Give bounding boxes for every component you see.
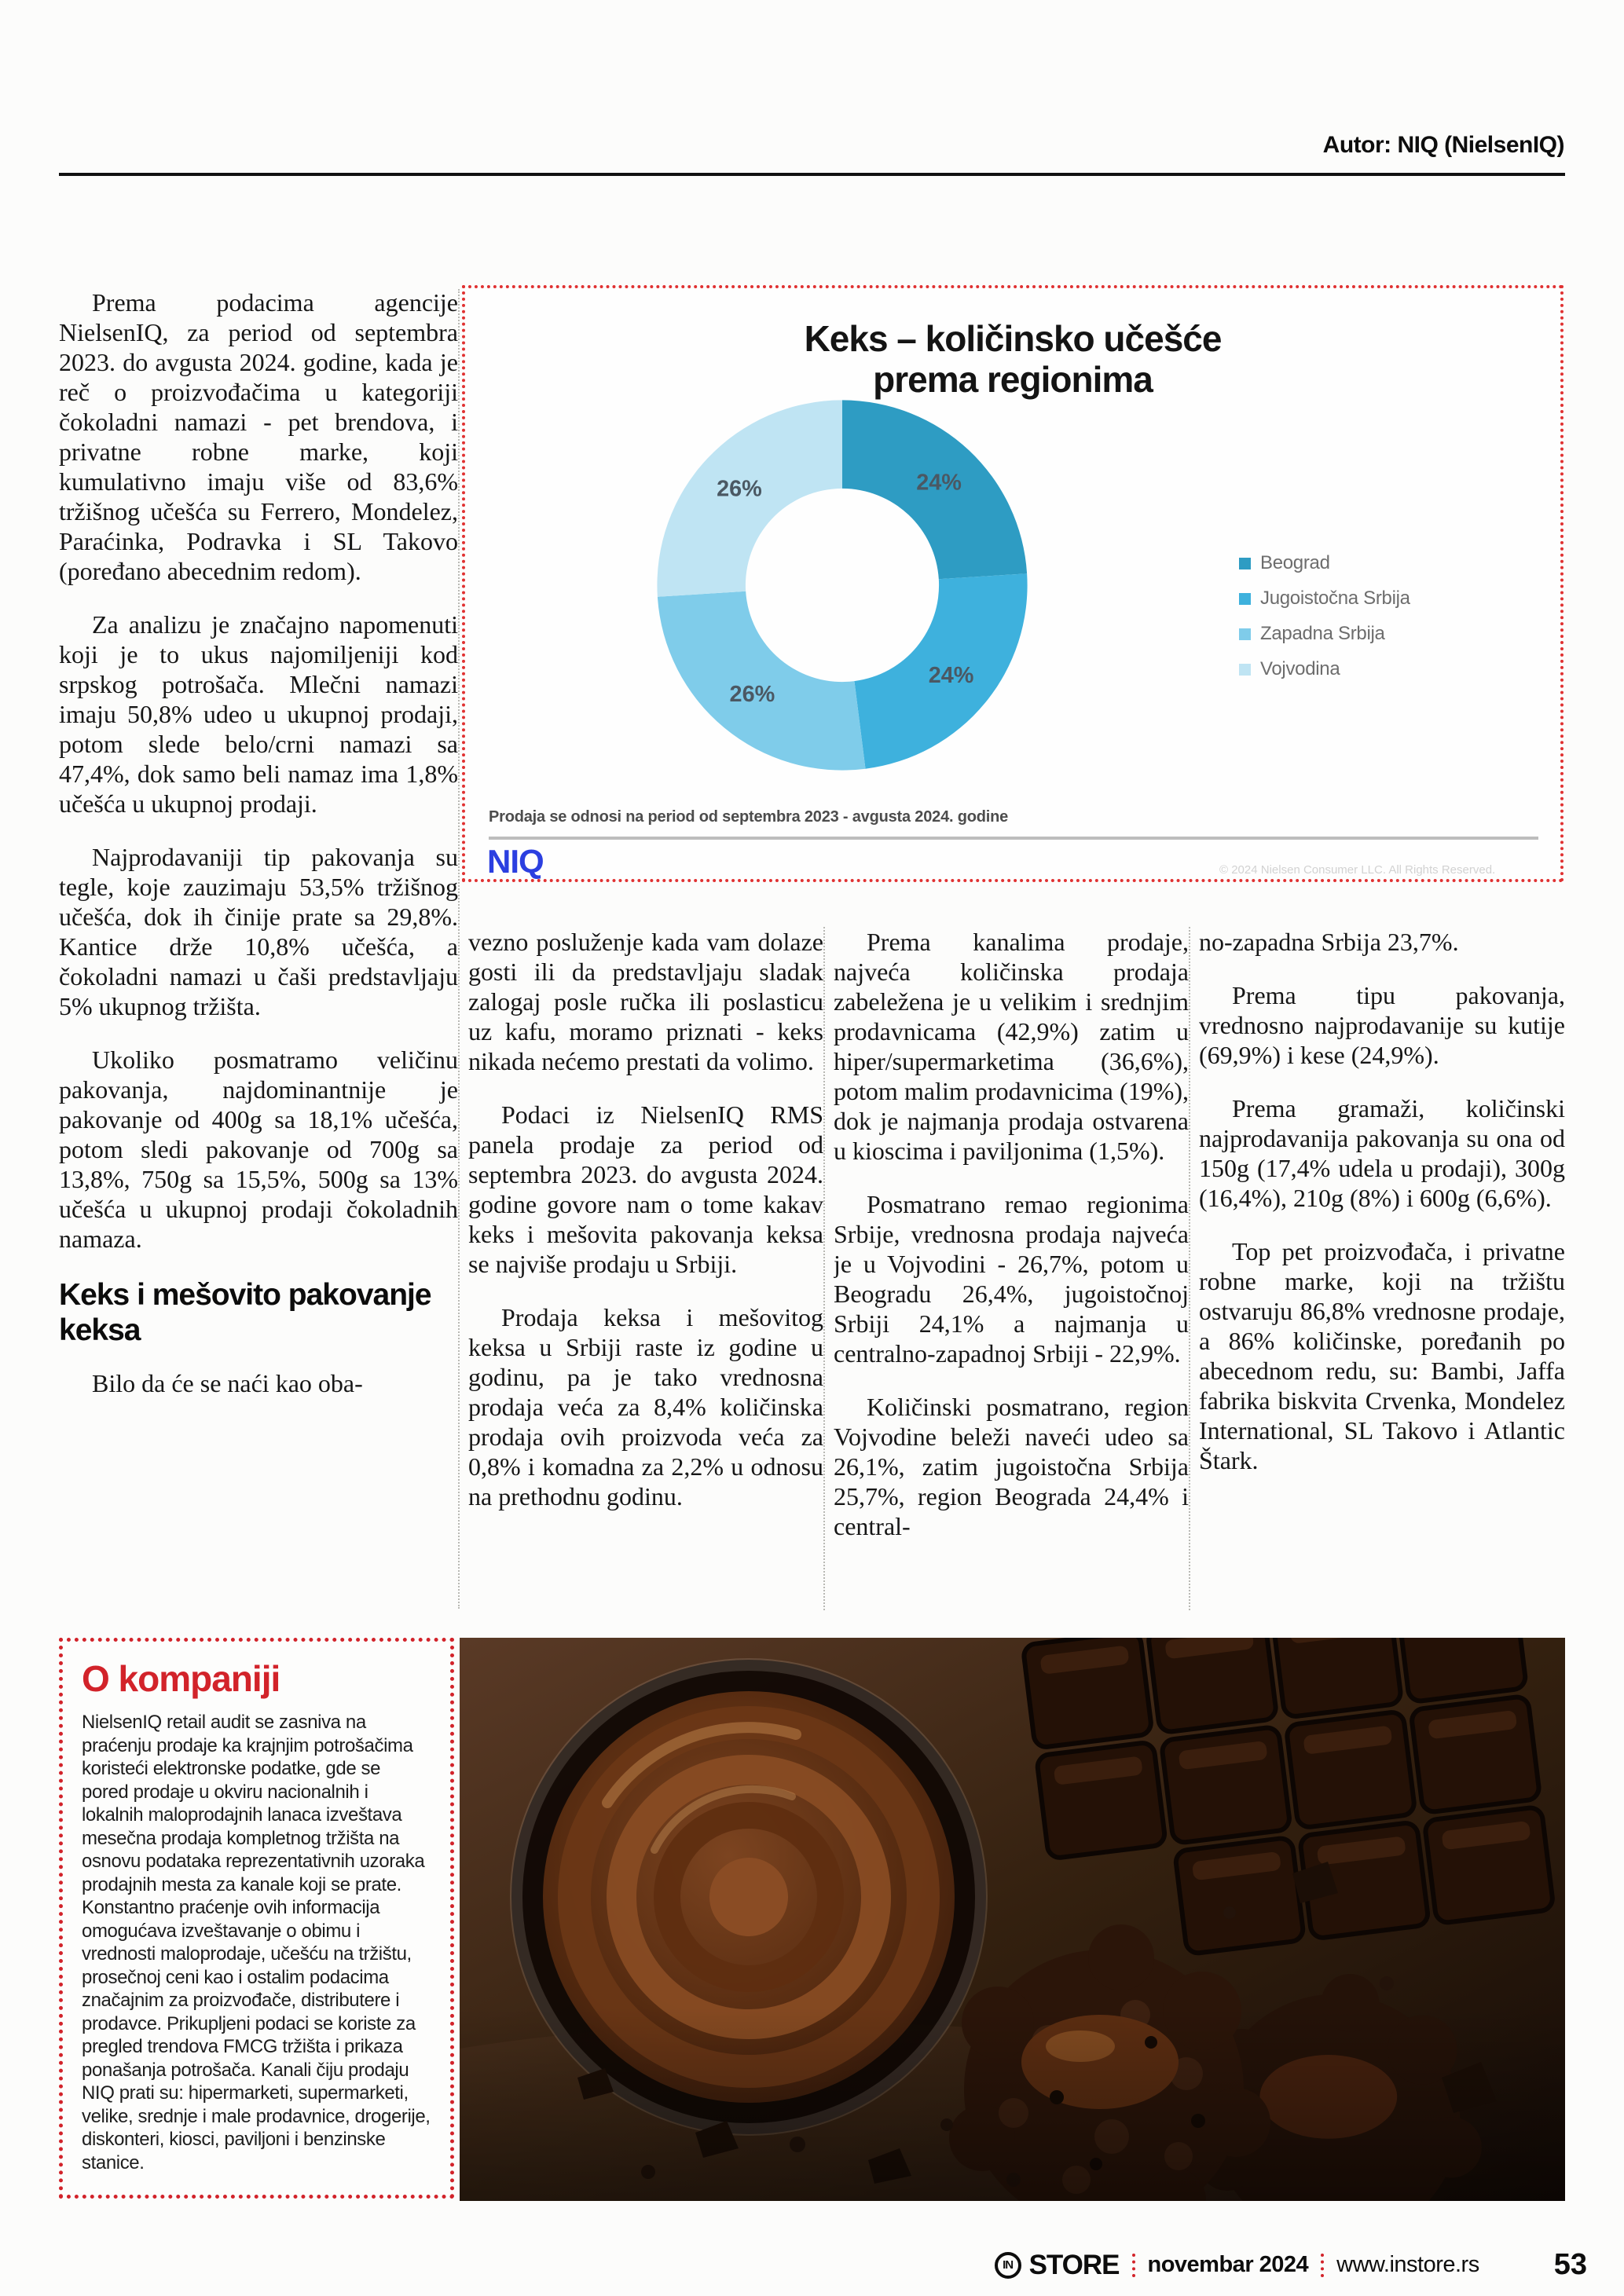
about-company-title: O kompaniji (82, 1658, 280, 1699)
legend-label: Beograd (1260, 552, 1330, 573)
instore-logo-icon (995, 2252, 1021, 2279)
legend-item (1239, 658, 1410, 680)
about-company-body: NielsenIQ retail audit se zasniva na praćenju prodaje ka krajnjim potrošačima koristeći elektronske podatke, gde se pored prodaje u okviru nacionalnih i lokalnih maloprodajnih lanaca izveštava mesečna prodaja kompletnog tržišta na osnovu podataka reprezentativnih uzoraka prodajnih mesta za kanale koji se prate. Konstantno praćenje ovih informacija omogućava izveštavanje o obimu i vrednosti maloprodaje, učešću na tržištu, prosečnoj ceni kao i ostalim podacima značajnim za proizvođače, distributere i prodavce. Prikupljeni podaci se koriste za pregled trendova FMCG tržišta i prikaza ponašanja potrošača. Kanali čiju prodaju NIQ prati su: hipermarketi, supermarketi, velike, srednje i male prodavnice, drogerije, diskonteri, kiosci, paviljoni i benzinske stanice. (82, 1712, 431, 2173)
chart-title-line2: prema regionima (873, 359, 1153, 400)
niq-logo: NIQ (487, 843, 544, 880)
chart-title-line1: Keks – količinsko učešće (804, 318, 1222, 359)
donut-slice-label: 26% (729, 682, 775, 708)
legend-item (1239, 623, 1410, 645)
chart-copyright: © 2024 Nielsen Consumer LLC. All Rights Reserved. (1219, 863, 1496, 877)
article-column-4 (1199, 927, 1565, 1618)
paragraph: Za analizu je značajno napomenuti koji je to ukus najomiljeniji kod srpskog potrošača. Mlečni namazi imaju 50,8% udeo u ukupnoj prodaji, potom slede belo/crni namazi sa 47,4%, dok samo beli namaz ima 1,8% učešća u ukupnoj prodaji. (59, 610, 458, 818)
store-logo: STORE (1028, 2249, 1120, 2280)
paragraph: Prema tipu pakovanja, vrednosno najprodavanije su kutije (69,9%) i kese (24,9%). (1199, 981, 1565, 1069)
paragraph: Podaci iz NielsenIQ RMS panela prodaje za period od septembra 2023. do avgusta 2024. godine govore nam o tome kakav keks i mešovita pakovanja keksa se najviše prodaju u Srbiji. (468, 1100, 823, 1278)
paragraph: Bilo da će se naći kao oba- (92, 1369, 363, 1397)
column-separator (458, 289, 460, 1609)
footer-separator (1321, 2254, 1324, 2277)
paragraph: Prema podacima agencije NielsenIQ, za period od septembra 2023. do avgusta 2024. godine, kada je reč o proizvođačima u kategoriji čokoladni namazi - pet brendova, i privatne robne marke, koji kumulativno imaju više od 83,6% tržišnog učešća su Ferrero, Mondelez, Paraćinka, Podravka i SL Takovo (poređano abecednim redom). (59, 288, 458, 585)
paragraph: Prema kanalima prodaje, najveća količinska prodaja zabeležena je u velikim i srednjim prodavnicama (42,9%) zatim u hiper/supermarketima (36,6%), potom malim prodavnicima (19%), dok je najmanja prodaja ostvarena u kioscima i paviljonima (1,5%). (834, 928, 1189, 1165)
page-footer (995, 2248, 1587, 2282)
header-rule (59, 173, 1565, 176)
legend-item (1239, 552, 1410, 574)
instore-logo-in: IN (1003, 2258, 1014, 2272)
paragraph: Top pet proizvođača, i privatne robne marke, koji na tržištu ostvaruju 86,8% vrednosne prodaje, a 86% količinske, poređanih po abecednom redu, su: Bambi, Jaffa fabrika biskvita Crvenka, Mondelez International, SL Takovo i Atlantic Štark. (1199, 1237, 1565, 1474)
paragraph: Prodaja keksa i mešovitog keksa u Srbiji raste iz godine u godinu, pa je tako vrednosna prodaja veća za 8,4% količinska prodaja ovih proizvoda veća za 0,8% i komadna za 2,2% u odnosu na prethodnu godinu. (468, 1303, 823, 1511)
legend-label: Jugoistočna Srbija (1260, 588, 1410, 609)
legend-label: Zapadna Srbija (1260, 623, 1385, 644)
paragraph: no-zapadna Srbija 23,7%. (1199, 928, 1459, 956)
paragraph: vezno posluženje kada vam dolaze gosti ili da predstavljaju sladak zalogaj posle ručka ili poslasticu uz kafu, moramo priznati - keks nikada nećemo prestati da volimo. (468, 928, 823, 1075)
legend-swatch-icon (1239, 558, 1251, 569)
chart-panel (462, 285, 1564, 882)
column-separator (1189, 927, 1190, 1610)
paragraph: Najprodavaniji tip pakovanja su tegle, koje zauzimaju 53,5% tržišnog učešća, dok ih činije prate sa 29,8%. Kantice drže 10,8% učešća, a čokoladni namazi u čaši predstavljaju 5% ukupnog tržišta. (59, 843, 458, 1020)
paragraph: Ukoliko posmatramo veličinu pakovanja, najdominantnije je pakovanje od 400g sa 18,1% učešća, potom sledi pakovanje od 700g sa 13,8%, 750g sa 15,5%, 500g sa 13% učešća u ukupnoj prodaji čokoladnih namaza. (59, 1045, 458, 1253)
footer-issue: novembar 2024 (1147, 2252, 1309, 2277)
chart-footnote: Prodaja se odnosi na period od septembra 2023 - avgusta 2024. godine (489, 808, 1009, 826)
section-heading: Keks i mešovito pakovanje keksa (59, 1278, 431, 1347)
page-number: 53 (1553, 2248, 1587, 2281)
legend-swatch-icon (1239, 593, 1251, 605)
legend-swatch-icon (1239, 664, 1251, 676)
chart-title (465, 318, 1560, 400)
author-credit: Autor: NIQ (NielsenIQ) (1322, 132, 1564, 158)
paragraph: Količinski posmatrano, region Vojvodine beleži naveći udeo sa 26,1%, zatim jugoistočna Srbija 25,7%, region Beograda 24,4% i central- (834, 1393, 1189, 1540)
legend-item (1239, 588, 1410, 610)
chocolate-photo (460, 1638, 1565, 2201)
donut-chart (646, 389, 1039, 782)
donut-slice-label: 26% (717, 476, 762, 502)
article-column-3 (834, 927, 1189, 1618)
column-paragraphs (834, 927, 1189, 1541)
donut-slice-label: 24% (928, 663, 974, 689)
column-paragraphs (59, 287, 458, 1254)
column-paragraphs (59, 1368, 458, 1398)
website-link[interactable]: www.instore.rs (1336, 2252, 1479, 2277)
column-paragraphs (468, 927, 823, 1511)
chart-legend (1239, 552, 1410, 694)
column-paragraphs (1199, 927, 1565, 1475)
about-company-box (59, 1638, 454, 2199)
chart-divider (489, 837, 1538, 840)
paragraph: Prema gramaži, količinski najprodavanija pakovanja su ona od 150g (17,4% udela u prodaji), 300g (16,4%), 210g (8%) i 600g (6,6%). (1199, 1094, 1565, 1212)
donut-slice-label: 24% (916, 470, 962, 496)
article-column-1 (59, 287, 458, 1623)
legend-label: Vojvodina (1260, 658, 1340, 679)
legend-swatch-icon (1239, 628, 1251, 640)
column-separator (823, 927, 825, 1610)
paragraph: Posmatrano remao regionima Srbije, vrednosna prodaja najveća je u Vojvodini - 26,7%, potom u Beogradu 26,4%, jugoistočnoj Srbiji 24,1% a najmanja u centralno-zapadnoj Srbiji - 22,9%. (834, 1190, 1189, 1368)
donut-slice (658, 591, 866, 771)
footer-separator (1132, 2254, 1135, 2277)
chocolate-photo-art (460, 1638, 1565, 2201)
article-column-2 (468, 927, 823, 1618)
